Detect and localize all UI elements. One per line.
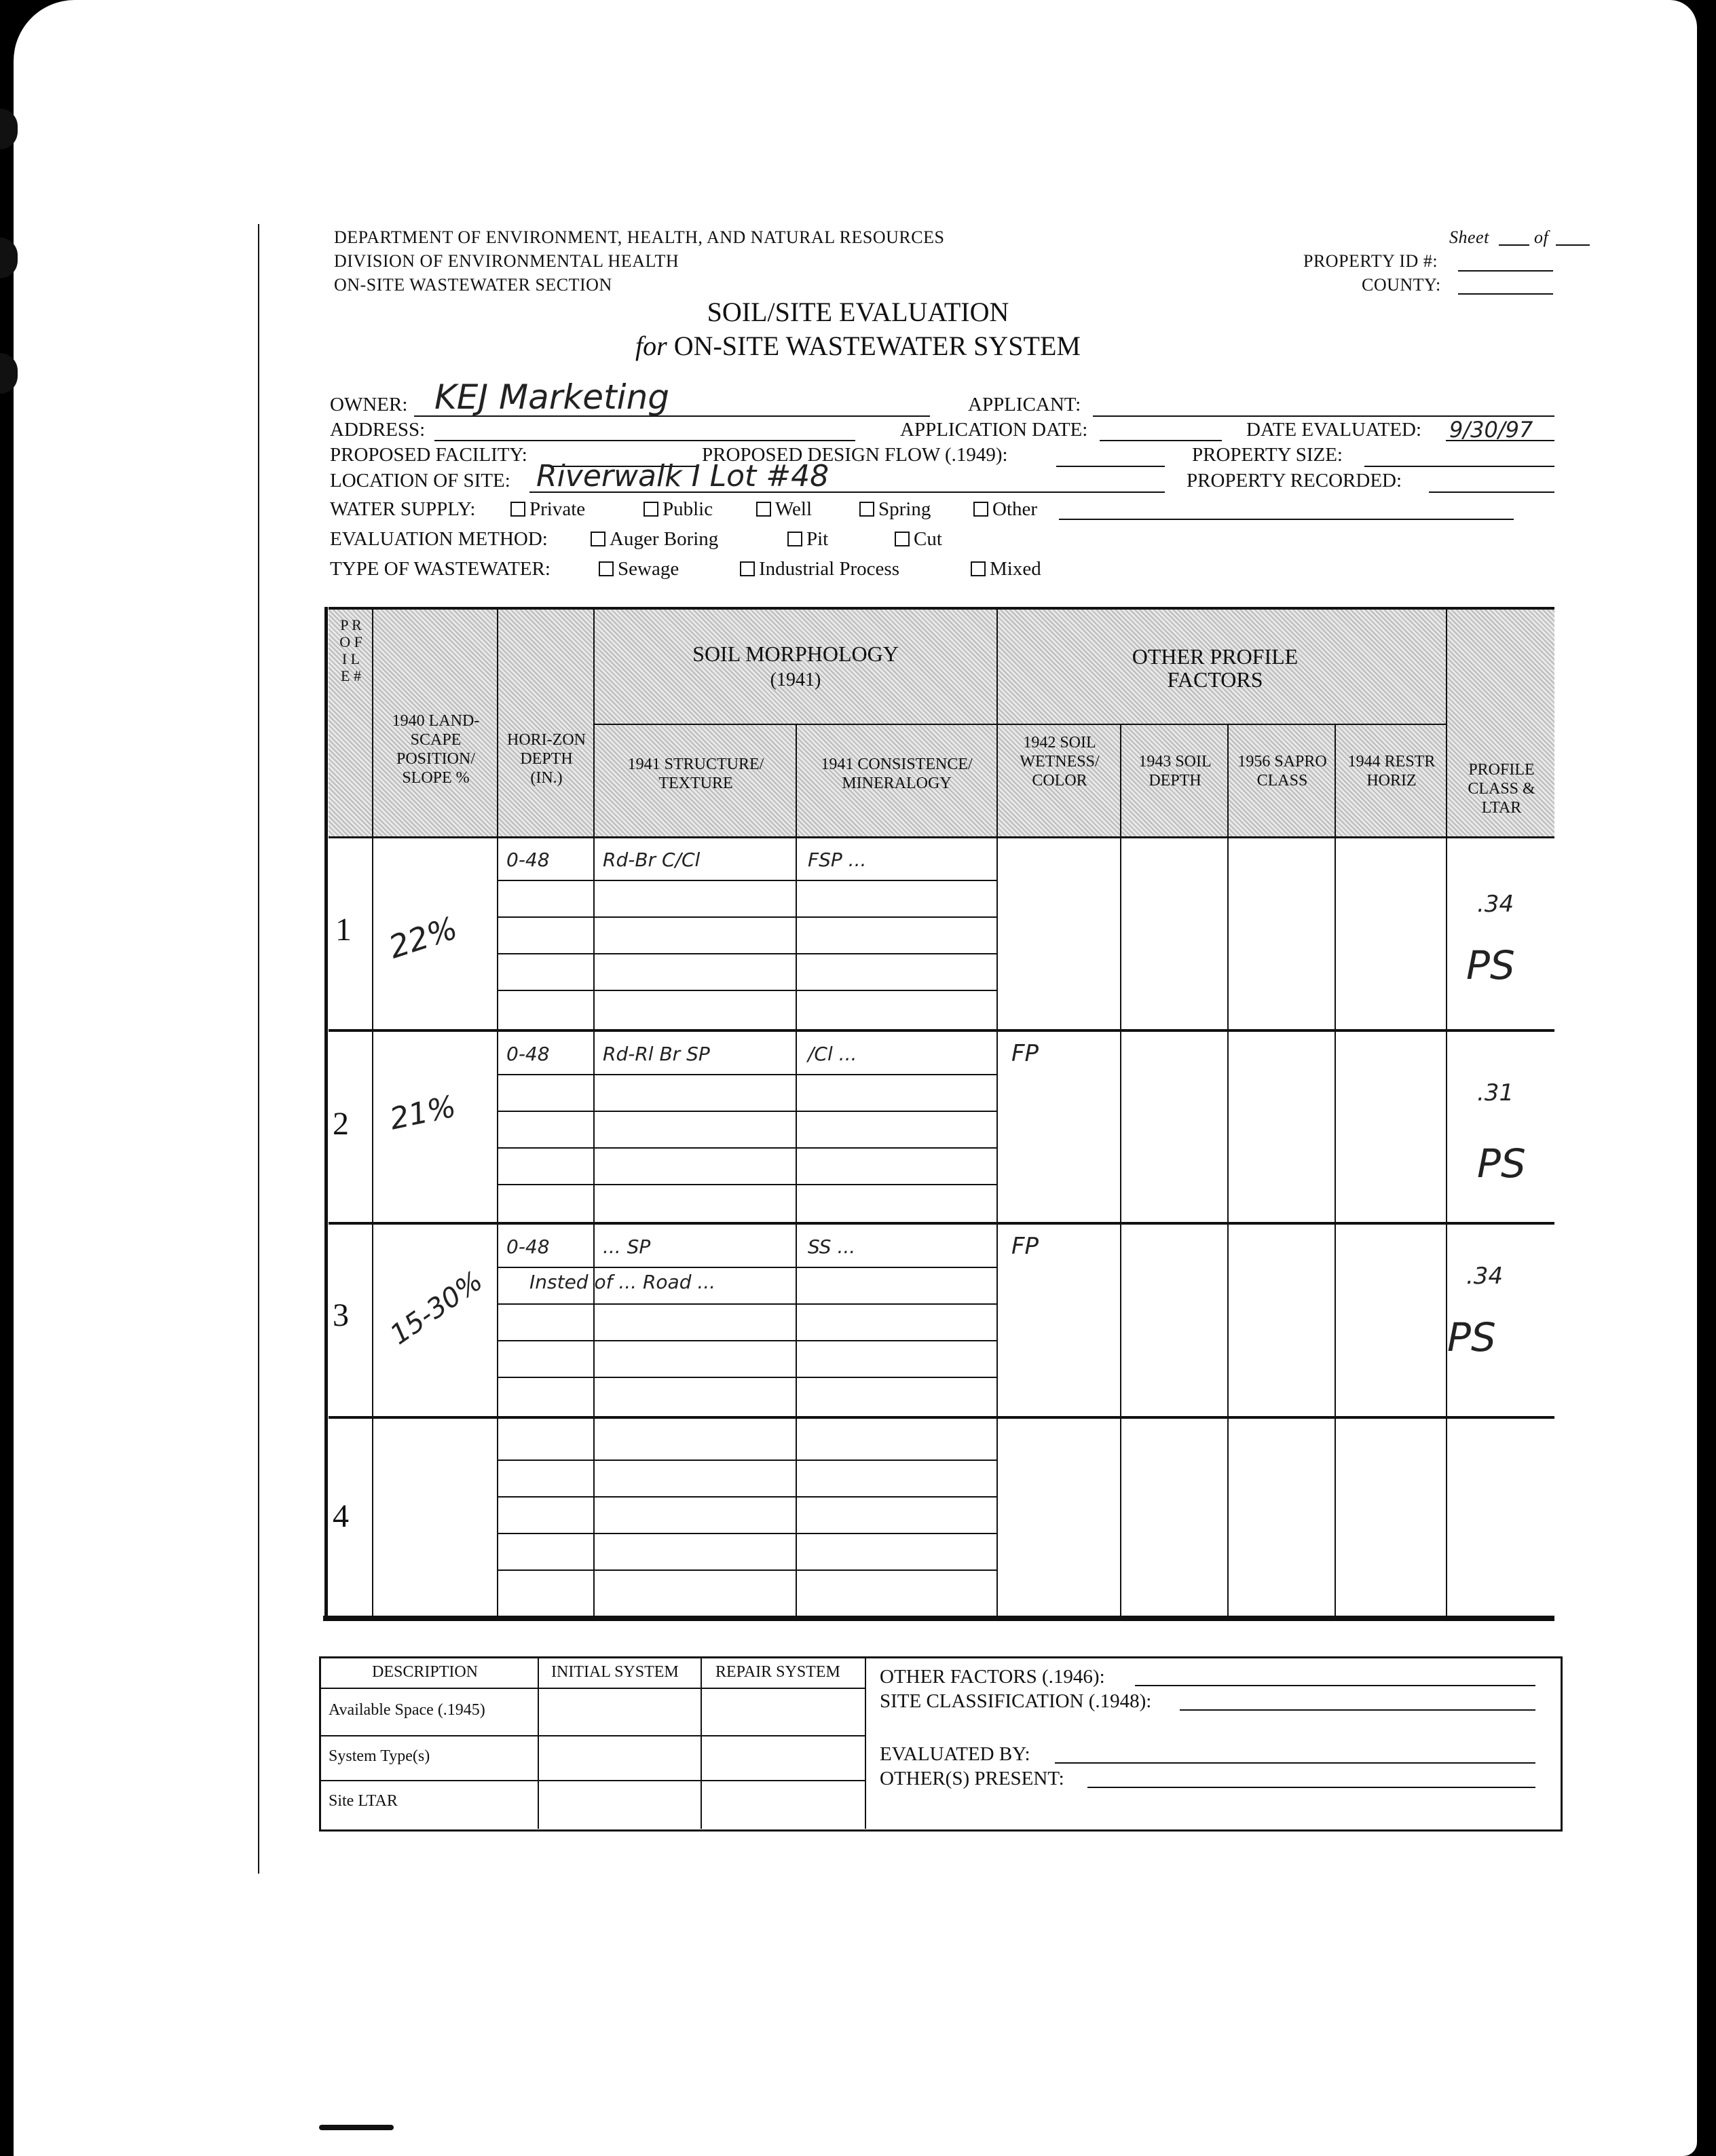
title-system: ON-SITE WASTEWATER SYSTEM xyxy=(673,331,1081,361)
soil-morphology-header: SOIL MORPHOLOGY xyxy=(692,642,899,666)
date-evaluated-label: DATE EVALUATED: xyxy=(1246,419,1422,441)
col-divider xyxy=(1335,724,1336,1617)
date-evaluated-value[interactable]: 9/30/97 xyxy=(1449,417,1533,443)
site-ltar-label: Site LTAR xyxy=(329,1792,398,1810)
title-for: for xyxy=(635,331,667,361)
water-public-option[interactable] xyxy=(644,498,713,521)
col-divider xyxy=(796,724,797,1617)
description-header: DESCRIPTION xyxy=(372,1663,479,1681)
structure-col-header: 1941 STRUCTURE/ TEXTURE xyxy=(627,756,764,792)
soil-depth-col-header: 1943 SOIL DEPTH xyxy=(1138,753,1212,789)
class-value[interactable]: PS xyxy=(1466,942,1515,988)
dept-line-2: DIVISION OF ENVIRONMENTAL HEALTH xyxy=(334,251,679,271)
row-divider xyxy=(329,1222,1554,1225)
other-factors-label: OTHER FACTORS (.1946): xyxy=(880,1666,1105,1688)
address-field[interactable] xyxy=(434,440,855,441)
site-classification-field[interactable] xyxy=(1180,1709,1535,1711)
checkbox[interactable] xyxy=(971,561,986,576)
eval-auger-option[interactable] xyxy=(591,528,718,551)
other-factors-field[interactable] xyxy=(1135,1685,1535,1686)
profile-col-header: P R O F I L E # xyxy=(339,616,362,684)
property-size-field[interactable] xyxy=(1364,466,1554,467)
checkbox[interactable] xyxy=(644,502,658,517)
available-space-label: Available Space (.1945) xyxy=(329,1701,485,1719)
eval-cut-option[interactable] xyxy=(895,528,942,551)
sapro-col-header: 1956 SAPRO CLASS xyxy=(1237,753,1327,789)
consistence-value[interactable]: FSP ... xyxy=(808,849,867,871)
checkbox[interactable] xyxy=(599,561,614,576)
property-id-field[interactable] xyxy=(1458,270,1553,272)
checkbox[interactable] xyxy=(510,502,525,517)
applicant-label: APPLICANT: xyxy=(968,394,1081,415)
other-factors-header: OTHER PROFILE FACTORS xyxy=(1132,644,1299,692)
water-spring-option[interactable] xyxy=(859,498,931,521)
checkbox[interactable] xyxy=(787,532,802,546)
evaluated-by-label: EVALUATED BY: xyxy=(880,1743,1030,1765)
application-date-field[interactable] xyxy=(1100,440,1222,441)
design-flow-label: PROPOSED DESIGN FLOW (.1949): xyxy=(702,444,1008,466)
class-value[interactable]: PS xyxy=(1447,1314,1496,1360)
row-divider xyxy=(329,1416,1554,1419)
owner-label: OWNER: xyxy=(330,394,408,415)
summary-row-divider xyxy=(319,1780,865,1781)
summary-col-divider xyxy=(701,1656,702,1829)
application-date-label: APPLICATION DATE: xyxy=(900,419,1088,441)
row-note[interactable]: Insted of ... Road ... xyxy=(529,1271,716,1293)
location-value[interactable]: Riverwalk I Lot #48 xyxy=(536,459,829,494)
profile-number: 2 xyxy=(333,1106,349,1142)
group-header-rule xyxy=(595,724,1446,725)
design-flow-field[interactable] xyxy=(1056,466,1165,467)
col-divider xyxy=(996,608,998,1617)
county-field[interactable] xyxy=(1458,293,1553,295)
option-label: Spring xyxy=(878,498,931,520)
col-divider xyxy=(1120,724,1121,1617)
consistence-value[interactable]: /Cl ... xyxy=(808,1043,857,1065)
ltar-value[interactable]: .31 xyxy=(1477,1079,1514,1107)
option-label: Industrial Process xyxy=(759,558,899,580)
row-divider xyxy=(329,1029,1554,1032)
others-present-label: OTHER(S) PRESENT: xyxy=(880,1768,1064,1789)
profile-number: 3 xyxy=(333,1297,349,1333)
scan-mark xyxy=(319,2125,394,2130)
county-label: COUNTY: xyxy=(1362,275,1441,295)
option-label: Auger Boring xyxy=(610,528,719,550)
wastewater-industrial-option[interactable] xyxy=(740,558,899,580)
class-value[interactable]: PS xyxy=(1477,1140,1526,1187)
sheet-number-field[interactable] xyxy=(1499,244,1529,246)
slope-value[interactable]: 22% xyxy=(384,909,462,966)
summary-row-divider xyxy=(319,1735,865,1736)
checkbox[interactable] xyxy=(895,532,910,546)
property-recorded-label: PROPERTY RECORDED: xyxy=(1187,470,1402,491)
water-private-option[interactable] xyxy=(510,498,585,521)
table-top-border xyxy=(329,607,1554,610)
checkbox[interactable] xyxy=(591,532,605,546)
horizon-value[interactable]: 0-48 xyxy=(506,849,550,871)
structure-value[interactable]: Rd-Rl Br SP xyxy=(603,1043,710,1065)
proposed-facility-label: PROPOSED FACILITY: xyxy=(330,444,527,466)
sheet-label: Sheet xyxy=(1449,227,1489,247)
system-type-label: System Type(s) xyxy=(329,1747,430,1765)
structure-value[interactable]: Rd-Br C/Cl xyxy=(603,849,701,871)
water-other-field[interactable] xyxy=(1059,519,1514,520)
consistence-col-header: 1941 CONSISTENCE/ MINERALOGY xyxy=(821,756,973,792)
location-label: LOCATION OF SITE: xyxy=(330,470,510,491)
water-other-option[interactable] xyxy=(973,498,1037,521)
option-label: Sewage xyxy=(618,558,679,580)
evaluation-method-label: EVALUATION METHOD: xyxy=(330,528,548,550)
option-label: Cut xyxy=(914,528,942,550)
dept-line-1: DEPARTMENT OF ENVIRONMENT, HEALTH, AND NATURAL RESOURCES xyxy=(334,227,945,247)
summary-row-divider xyxy=(319,1688,865,1689)
site-classification-label: SITE CLASSIFICATION (.1948): xyxy=(880,1690,1152,1712)
table-left-border xyxy=(324,607,328,1618)
slope-value[interactable]: 21% xyxy=(386,1089,460,1137)
wastewater-sewage-option[interactable] xyxy=(599,558,679,580)
col-divider xyxy=(1227,724,1229,1617)
owner-value[interactable]: KEJ Marketing xyxy=(434,377,669,417)
ltar-value[interactable]: .34 xyxy=(1477,891,1514,918)
col-divider xyxy=(593,608,595,1617)
option-label: Other xyxy=(992,498,1038,520)
wetness-col-header: 1942 SOIL WETNESS/ COLOR xyxy=(1020,734,1100,789)
property-id-label: PROPERTY ID #: xyxy=(1303,251,1438,271)
water-supply-label: WATER SUPPLY: xyxy=(330,498,476,520)
wastewater-mixed-option[interactable] xyxy=(971,558,1041,580)
wastewater-type-label: TYPE OF WASTEWATER: xyxy=(330,558,551,580)
property-size-label: PROPERTY SIZE: xyxy=(1192,444,1343,466)
option-label: Pit xyxy=(806,528,829,550)
ltar-value[interactable]: .34 xyxy=(1466,1263,1504,1290)
checkbox[interactable] xyxy=(756,502,771,517)
checkbox[interactable] xyxy=(973,502,988,517)
slope-value[interactable]: 15-30% xyxy=(384,1265,489,1352)
sheet-total-field[interactable] xyxy=(1556,244,1590,246)
wetness-value[interactable]: FP xyxy=(1011,1233,1039,1260)
initial-system-header: INITIAL SYSTEM xyxy=(551,1663,679,1681)
structure-value[interactable]: ... SP xyxy=(603,1235,651,1258)
profile-number: 4 xyxy=(333,1498,349,1534)
horizon-value[interactable]: 0-48 xyxy=(506,1235,550,1258)
consistence-value[interactable]: SS ... xyxy=(808,1235,856,1258)
col-divider xyxy=(372,608,373,1617)
eval-pit-option[interactable] xyxy=(787,528,828,551)
col-divider xyxy=(1446,608,1447,1617)
col-divider xyxy=(497,608,498,1617)
table-bottom-border xyxy=(323,1616,1554,1621)
option-label: Public xyxy=(663,498,713,520)
dept-line-3: ON-SITE WASTEWATER SECTION xyxy=(334,275,612,295)
others-present-field[interactable] xyxy=(1087,1787,1535,1788)
evaluated-by-field[interactable] xyxy=(1055,1762,1535,1764)
checkbox[interactable] xyxy=(740,561,755,576)
soil-morphology-ref: (1941) xyxy=(770,669,821,690)
of-label: of xyxy=(1534,227,1549,247)
summary-col-divider xyxy=(865,1656,866,1829)
property-recorded-field[interactable] xyxy=(1429,491,1554,493)
form-title-line2 xyxy=(0,330,1716,362)
profile-number: 1 xyxy=(335,912,352,948)
landscape-col-header: 1940 LAND-SCAPE POSITION/ SLOPE % xyxy=(392,712,480,787)
checkbox[interactable] xyxy=(859,502,874,517)
horizon-col-header: HORI-ZON DEPTH (IN.) xyxy=(507,731,586,787)
water-well-option[interactable] xyxy=(756,498,812,521)
option-label: Private xyxy=(529,498,586,520)
table-header-rule xyxy=(329,836,1554,838)
margin-line xyxy=(258,224,259,1874)
option-label: Well xyxy=(775,498,813,520)
profile-class-col-header: PROFILE CLASS & LTAR xyxy=(1468,761,1535,817)
restr-col-header: 1944 RESTR HORIZ xyxy=(1347,753,1436,789)
form-title-line1: SOIL/SITE EVALUATION xyxy=(707,297,1009,327)
option-label: Mixed xyxy=(990,558,1041,580)
horizon-value[interactable]: 0-48 xyxy=(506,1043,550,1065)
repair-system-header: REPAIR SYSTEM xyxy=(715,1663,840,1681)
summary-col-divider xyxy=(538,1656,539,1829)
address-label: ADDRESS: xyxy=(330,419,426,441)
wetness-value[interactable]: FP xyxy=(1011,1040,1039,1067)
